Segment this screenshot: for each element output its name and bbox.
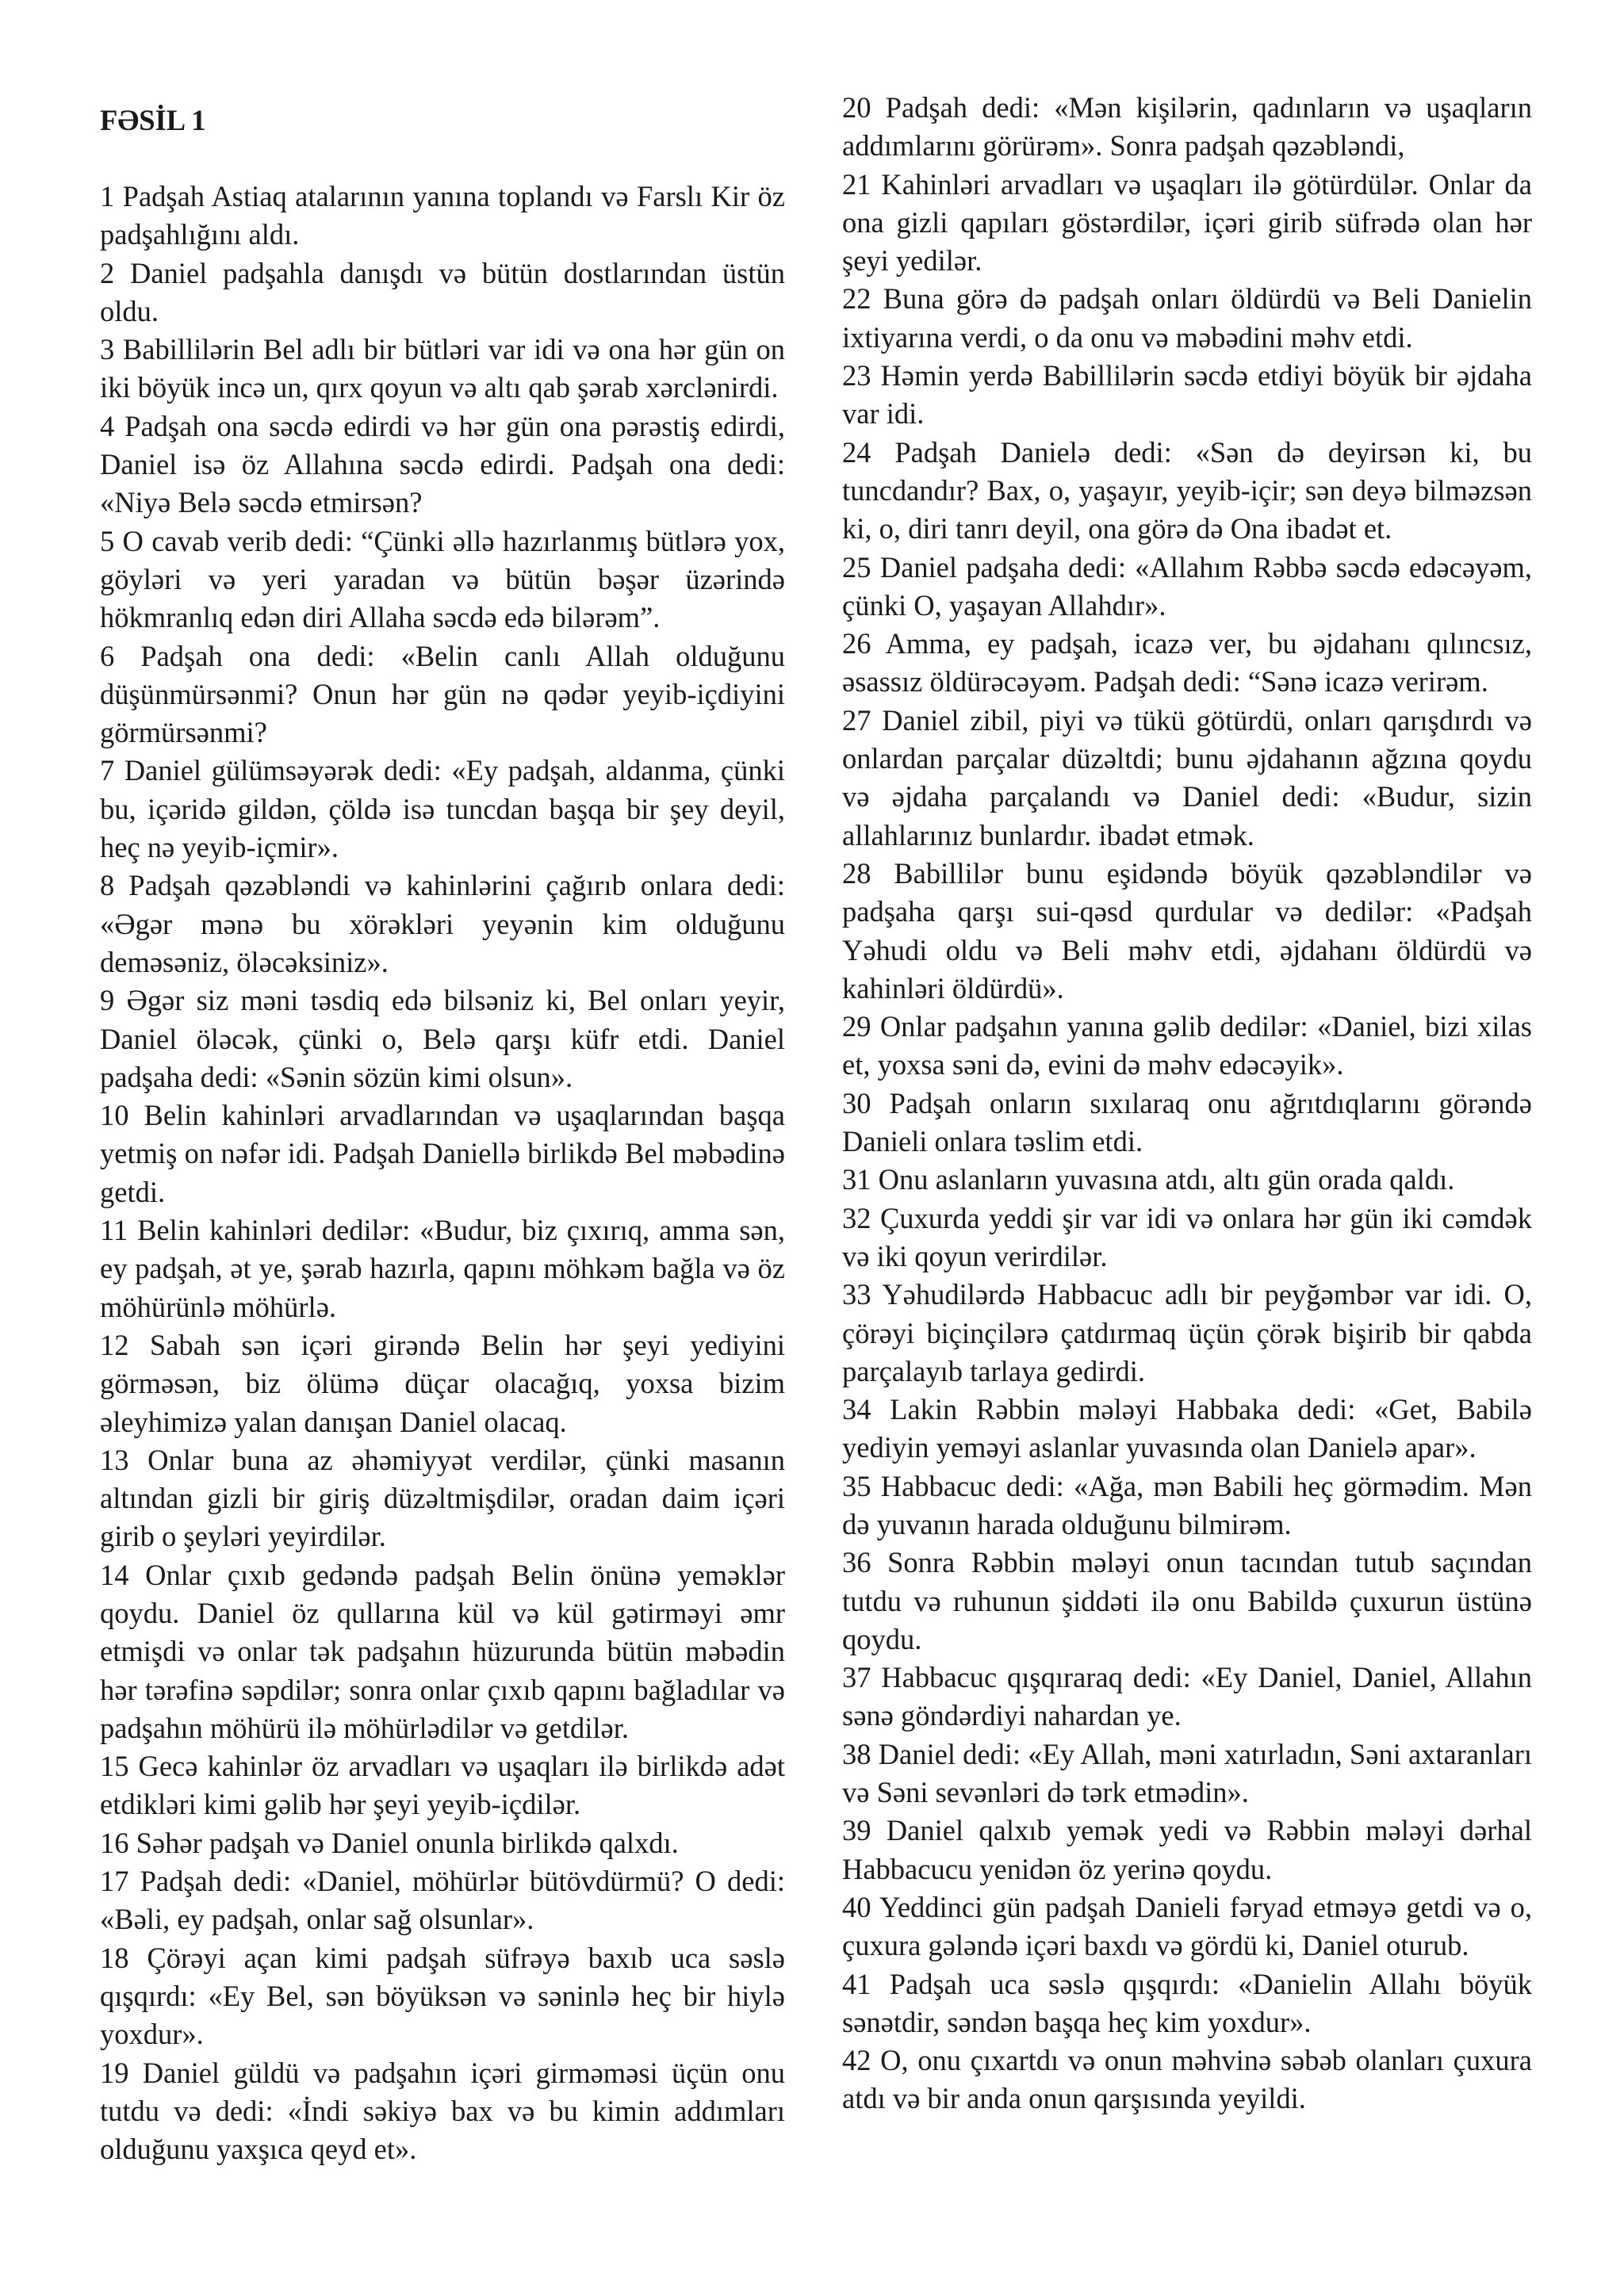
verse-32: 32 Çuxurda yeddi şir var idi və onlara hər gün iki cəmdək və iki qoyun verirdilər. [842, 1201, 1532, 1272]
verse-3: 3 Babillilərin Bel adlı bir bütləri var idi və ona hər gün on iki böyük incə un, qırx qoyun və altı qab şərab xərclənirdi. [100, 333, 785, 404]
verse-18: 18 Çörəyi açan kimi padşah süfrəyə baxıb uca səslə qışqırdı: «Ey Bel, sən böyüksən və səninlə heç bir hiylə yoxdur». [100, 1941, 785, 2051]
verse-39: 39 Daniel qalxıb yemək yedi və Rəbbin mələyi dərhal Habbacucu yenidən öz yerinə qoydu. [842, 1814, 1532, 1885]
verse-5: 5 O cavab verib dedi: “Çünki əllə hazırlanmış bütlərə yox, göyləri və yeri yaradan və bütün bəşər üzərində hökmranlıq edən diri Allaha səcdə edə bilərəm”. [100, 524, 785, 634]
verse-35: 35 Habbacuc dedi: «Ağa, mən Babili heç görmədim. Mən də yuvanın harada olduğunu bilmirəm. [842, 1469, 1532, 1540]
verse-40: 40 Yeddinci gün padşah Danieli fəryad etməyə getdi və o, çuxura gələndə içəri baxdı və gördü ki, Daniel oturub. [842, 1890, 1532, 1962]
verse-15: 15 Gecə kahinlər öz arvadları və uşaqları ilə birlikdə adət etdikləri kimi gəlib hər şeyi yeyib-içdilər. [100, 1750, 785, 1821]
verse-30: 30 Padşah onların sıxılaraq onu ağrıtdıqlarını görəndə Danieli onlara təslim etdi. [842, 1086, 1532, 1158]
verse-13: 13 Onlar buna az əhəmiyyət verdilər, çünki masanın altından gizli bir giriş düzəltmişdilər, oradan daim içəri girib o şeyləri yeyirdilər. [100, 1443, 785, 1553]
verse-36: 36 Sonra Rəbbin mələyi onun tacından tutub saçından tutdu və ruhunun şiddəti ilə onu Babildə çuxurun üstünə qoydu. [842, 1546, 1532, 1655]
verse-31: 31 Onu aslanların yuvasına atdı, altı gün orada qaldı. [842, 1163, 1455, 1196]
verse-29: 29 Onlar padşahın yanına gəlib dedilər: «Daniel, bizi xilas et, yoxsa səni də, evini də məhv edəcəyik». [842, 1010, 1532, 1081]
verse-16: 16 Səhər padşah və Daniel onunla birlikdə qalxdı. [100, 1826, 679, 1859]
verse-2: 2 Daniel padşahla danışdı və bütün dostlarından üstün oldu. [100, 256, 785, 327]
verse-1: 1 Padşah Astiaq atalarının yanına toplandı və Farslı Kir öz padşahlığını aldı. [100, 180, 785, 251]
verse-33: 33 Yəhudilərdə Habbacuc adlı bir peyğəmbər var idi. O, çörəyi biçinçilərə çatdırmaq üçün çörək bişirib bir qabda parçalayıb tarlaya gedirdi. [842, 1278, 1532, 1387]
verse-6: 6 Padşah ona dedi: «Belin canlı Allah olduğunu düşünmürsənmi? Onun hər gün nə qədər yeyib-içdiyini görmürsənmi? [100, 639, 785, 749]
verse-28: 28 Babillilər bunu eşidəndə böyük qəzəbləndilər və padşaha qarşı sui-qəsd qurdular və dedilər: «Padşah Yəhudi oldu və Beli məhv etdi, əjdahanı öldürdü və kahinləri öldürdü». [842, 856, 1532, 1004]
verse-4: 4 Padşah ona səcdə edirdi və hər gün ona pərəstiş edirdi, Daniel isə öz Allahına səcdə edirdi. Padşah ona dedi: «Niyə Belə səcdə etmirsən? [100, 409, 785, 519]
verse-17: 17 Padşah dedi: «Daniel, möhürlər bütövdürmü? O dedi: «Bəli, ey padşah, onlar sağ olsunlar». [100, 1865, 785, 1936]
verse-24: 24 Padşah Danielə dedi: «Sən də deyirsən ki, bu tuncdandır? Bax, o, yaşayır, yeyib-içir; sən deyə bilməzsən ki, o, diri tanrı deyil, ona görə də Ona ibadət et. [842, 435, 1532, 545]
verse-27: 27 Daniel zibil, piyi və tükü götürdü, onları qarışdırdı və onlardan parçalar düzəltdi; bunu əjdahanın ağzına qoydu və əjdaha parçalandı və Daniel dedi: «Budur, sizin allahlarınız bunlardır. ibadət etmək. [842, 703, 1532, 851]
verse-25: 25 Daniel padşaha dedi: «Allahım Rəbbə səcdə edəcəyəm, çünki O, yaşayan Allahdır». [842, 550, 1532, 622]
verse-34: 34 Lakin Rəbbin mələyi Habbaka dedi: «Get, Babilə yediyin yeməyi aslanlar yuvasında olan Danielə apar». [842, 1393, 1532, 1464]
verse-22: 22 Buna görə də padşah onları öldürdü və Beli Danielin ixtiyarına verdi, o da onu və məbədini məhv etdi. [842, 282, 1532, 354]
verse-11: 11 Belin kahinləri dedilər: «Budur, biz çıxırıq, amma sən, ey padşah, ət ye, şərab hazırla, qapını möhkəm bağla və öz möhürünlə möhürlə. [100, 1214, 785, 1323]
verse-8: 8 Padşah qəzəbləndi və kahinlərini çağırıb onlara dedi: «Əgər mənə bu xörəkləri yeyənin kim olduğunu deməsəniz, öləcəksiniz». [100, 869, 785, 978]
verse-12: 12 Sabah sən içəri girəndə Belin hər şeyi yediyini görməsən, biz ölümə düçar olacağıq, yoxsa bizim əleyhimizə yalan danışan Daniel olacaq. [100, 1328, 785, 1438]
verse-21: 21 Kahinləri arvadları və uşaqları ilə götürdülər. Onlar da ona gizli qapıları göstərdilər, içəri girib süfrədə olan hər şeyi yedilər. [842, 167, 1532, 277]
verse-37: 37 Habbacuc qışqıraraq dedi: «Ey Daniel, Daniel, Allahın sənə göndərdiyi nahardan ye. [842, 1661, 1532, 1732]
chapter-title: FƏSİL 1 [100, 104, 206, 136]
verse-9: 9 Əgər siz məni təsdiq edə bilsəniz ki, Bel onları yeyir, Daniel öləcək, çünki o, Belə qarşı küfr etdi. Daniel padşaha dedi: «Sənin sözün kimi olsun». [100, 984, 785, 1093]
right-column [842, 89, 1532, 2118]
left-column [100, 89, 785, 2168]
verse-19: 19 Daniel güldü və padşahın içəri girməməsi üçün onu tutdu və dedi: «İndi səkiyə bax və bu kimin addımları olduğunu yaxşıca qeyd et». [100, 2056, 785, 2166]
verse-38: 38 Daniel dedi: «Ey Allah, məni xatırladın, Səni axtaranları və Səni sevənləri də tərk etmədin». [842, 1737, 1532, 1809]
verse-23: 23 Həmin yerdə Babillilərin səcdə etdiyi böyük bir əjdaha var idi. [842, 359, 1532, 430]
verse-20: 20 Padşah dedi: «Mən kişilərin, qadınların və uşaqların addımlarını görürəm». Sonra padşah qəzəbləndi, [842, 91, 1532, 163]
verse-7: 7 Daniel gülümsəyərək dedi: «Ey padşah, aldanma, çünki bu, içəridə gildən, çöldə isə tuncdan başqa bir şey deyil, heç nə yeyib-içmir». [100, 754, 785, 864]
verse-42: 42 O, onu çıxartdı və onun məhvinə səbəb olanları çuxura atdı və bir anda onun qarşısında yeyildi. [842, 2044, 1532, 2115]
verse-14: 14 Onlar çıxıb gedəndə padşah Belin önünə yeməklər qoydu. Daniel öz qullarına kül və kül gətirməyi əmr etmişdi və onlar tək padşahın hüzurunda bütün məbədin hər tərəfinə səpdilər; sonra onlar çıxıb qapını bağladılar və padşahın möhürü ilə möhürlədilər və getdilər. [100, 1558, 785, 1744]
verse-10: 10 Belin kahinləri arvadlarından və uşaqlarından başqa yetmiş on nəfər idi. Padşah Daniellə birlikdə Bel məbədinə getdi. [100, 1099, 785, 1208]
verse-26: 26 Amma, ey padşah, icazə ver, bu əjdahanı qılıncsız, əsassız öldürəcəyəm. Padşah dedi: “Sənə icazə verirəm. [842, 627, 1532, 698]
verse-41: 41 Padşah uca səslə qışqırdı: «Danielin Allahı böyük sənətdir, səndən başqa heç kim yoxdur». [842, 1967, 1532, 2038]
